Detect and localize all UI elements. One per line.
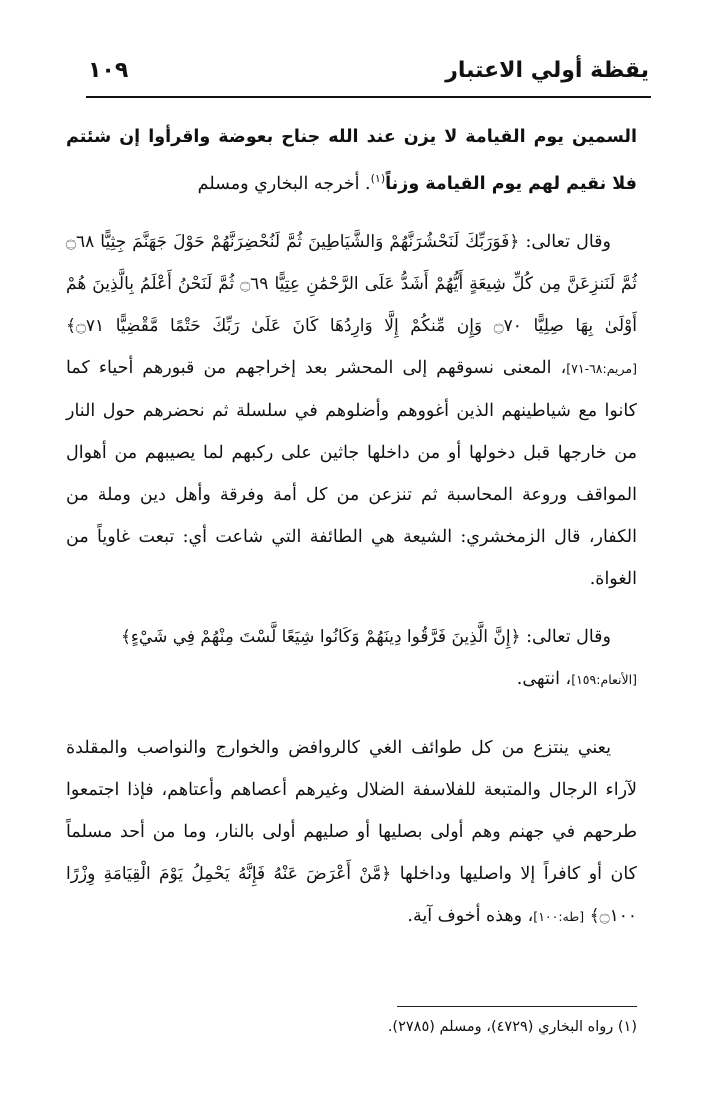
body-text — [66, 116, 637, 938]
paragraph-4-tail: ، وهذه أخوف آية. — [407, 905, 534, 926]
footnote-divider — [397, 1006, 637, 1007]
paragraph-4 — [66, 727, 637, 938]
paragraph-4-text: يعني ينتزع من كل طوائف الغي كالروافض والخوارج والنواصب والمقلدة لآراء الرجال والمتبعة للفلاسفة الضلال وغيرهم أعصاهم وأعتاهم، فإذا اجتمعوا طرحهم في جهنم وهم أولى بصليها أو صليهم أولى بالنار، وما من أحد مسلماً كان أو كافراً إلا واصليها وداخلها — [66, 737, 637, 884]
verse-reference-taha: [طه:١٠٠] — [533, 908, 585, 924]
hadith-quote: السمين يوم القيامة لا يزن عند الله جناح بعوضة واقرأوا إن شئتم فلا نقيم لهم يوم القيامة وزناً — [66, 127, 637, 194]
paragraph-1 — [66, 116, 637, 205]
paragraph-3-intro: وقال تعالى: — [520, 626, 611, 647]
quran-verse-maryam: ﴿فَوَرَبِّكَ لَنَحْشُرَنَّهُمْ وَالشَّيَاطِينَ ثُمَّ لَنُحْضِرَنَّهُمْ حَوْلَ جَهَنَّمَ جِثِيًّا ۝٦٨ ثُمَّ لَنَنزِعَنَّ مِن كُلِّ شِيعَةٍ أَيُّهُمْ أَشَدُّ عَلَى الرَّحْمَٰنِ عِتِيًّا ۝٦٩ ثُمَّ لَنَحْنُ أَعْلَمُ بِالَّذِينَ هُمْ أَوْلَىٰ بِهَا صِلِيًّا ۝٧٠ وَإِن مِّنكُمْ إِلَّا وَارِدُهَا كَانَ عَلَىٰ رَبِّكَ حَتْمًا مَّقْضِيًّا ۝٧١﴾ — [66, 231, 638, 336]
verse-reference-maryam: [مريم:٦٨-٧١] — [566, 360, 637, 376]
footnote: (١) رواه البخاري (٤٧٢٩)، ومسلم (٢٧٨٥). — [387, 1019, 637, 1035]
page-header — [86, 52, 651, 98]
quran-verse-taha: ﴿مَّنْ أَعْرَضَ عَنْهُ فَإِنَّهُ يَحْمِلُ يَوْمَ الْقِيَامَةِ وِزْرًا ۝١٠٠﴾ — [66, 863, 637, 926]
running-title: يقظة أولي الاعتبار — [445, 58, 649, 83]
paragraph-3-tail: ، انتهى. — [516, 668, 572, 689]
footnote-marker: (١) — [370, 172, 386, 185]
paragraph-2-commentary: ، المعنى نسوقهم إلى المحشر بعد إخراجهم من قبورهم أحياء كما كانوا مع شياطينهم الذين أغووهم وأضلوهم في سلسلة ثم نحضرهم حول النار من خارجها قبل دخولها أو من داخلها جاثين على ركبهم لما يصيبهم من أهوال المواقف وروعة المحاسبة ثم تنزعن من كل أمة وفرقة وأهل دين وملة من الكفار، قال الزمخشري: الشيعة هي الطائفة التي شاعت أي: تبعت غاوياً من الغواة. — [66, 357, 637, 589]
quran-verse-anam: ﴿إِنَّ الَّذِينَ فَرَّقُوا دِينَهُمْ وَكَانُوا شِيَعًا لَّسْتَ مِنْهُمْ فِي شَيْءٍ﴾ — [120, 626, 521, 647]
verse-reference-anam: [الأنعام:١٥٩] — [571, 671, 637, 687]
paragraph-2 — [66, 221, 637, 600]
paragraph-3 — [66, 616, 637, 701]
paragraph-2-intro: وقال تعالى: — [519, 231, 611, 252]
paragraph-1-tail: . أخرجه البخاري ومسلم — [197, 173, 371, 194]
page-number: ١٠٩ — [88, 58, 129, 83]
